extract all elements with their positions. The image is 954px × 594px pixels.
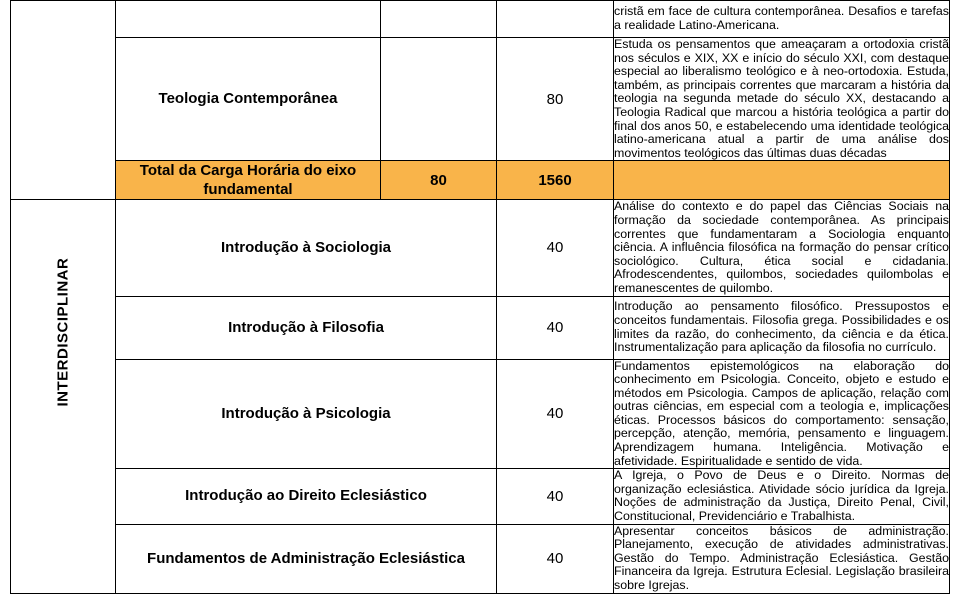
- course-description: Fundamentos epistemológicos na elaboração do conhecimento em Psicologia. Conceito, objeto e estudo e métodos em Psicologia. Campos de aplicação, relação com outras ciências, em especial com a teologia e, implicações éticas. Processos básicos do comportamento: sensação, percepção, atenção, memória, pensamento e linguagem. Aprendizagem humana. Inteligência. Motivação e afetividade. Espiritualidade e sentido de vida.: [614, 358, 949, 468]
- total-label: Total da Carga Horária do eixo fundamental: [116, 161, 381, 200]
- table-row: [11, 200, 950, 296]
- table-row: [11, 38, 950, 161]
- curriculum-table: [10, 0, 950, 594]
- course-hours: 40: [497, 524, 614, 593]
- axis-cell-interdisciplinar: [11, 200, 116, 593]
- course-description: Apresentar conceitos básicos de administração. Planejamento, execução de atividades administrativas. Gestão do Tempo. Administração Eclesiástica. Gestão Financeira da Igreja. Estrutura Eclesial. Legislação brasileira sobre Igrejas.: [614, 523, 949, 592]
- course-name: Introdução ao Direito Eclesiástico: [116, 469, 497, 524]
- axis-cell-fundamental: [11, 1, 116, 200]
- course-hours: 80: [546, 90, 564, 108]
- course-name: Introdução à Psicologia: [116, 359, 497, 469]
- axis-label: INTERDISCIPLINAR: [54, 257, 72, 407]
- course-name: Introdução à Filosofia: [116, 296, 497, 359]
- table-row: [11, 524, 950, 593]
- course-hours: 40: [497, 296, 614, 359]
- total-hours: 1560: [497, 161, 614, 200]
- table-row: [11, 359, 950, 469]
- course-name: Teologia Contemporânea: [158, 90, 338, 108]
- total-description-cell: [614, 161, 950, 200]
- course-description: Análise do contexto e do papel das Ciências Sociais na formação da sociedade contemporânea. As principais correntes que fundamentaram a Sociologia enquanto ciência. A influência filosófica na formação do pensar crítico sociológico. Cultura, ética social e cidadania. Afrodescendentes, quilombos, sociedades quilombolas e remanescentes de quilombo.: [614, 199, 949, 295]
- total-row: [11, 161, 950, 200]
- course-description: Introdução ao pensamento filosófico. Pressupostos e conceitos fundamentais. Filosofia grega. Possibilidades e os limites da razão, do conhecimento, da ciência e da ética. Instrumentalização para aplicação da filosofia no currículo.: [614, 296, 950, 359]
- course-hours: 40: [497, 200, 614, 296]
- course-name: Fundamentos de Administração Eclesiástica: [116, 524, 497, 593]
- table-row: [11, 469, 950, 524]
- course-hours: 40: [497, 359, 614, 469]
- hours-cell: [497, 1, 614, 38]
- table-row: [11, 1, 950, 38]
- course-hours: 40: [497, 469, 614, 524]
- table-row: [11, 296, 950, 359]
- course-name: Introdução à Sociologia: [116, 200, 497, 296]
- credits-cell: [381, 1, 497, 38]
- course-name-cell: [116, 38, 381, 161]
- course-name-cell: [116, 1, 381, 38]
- hours-cell: [497, 38, 614, 161]
- course-description: cristã em face de cultura contemporânea. Desafios e tarefas a realidade Latino-Americana.: [614, 1, 950, 38]
- total-credits: 80: [381, 161, 497, 200]
- course-description: A Igreja, o Povo de Deus e o Direito. Normas de organização eclesiástica. Atividade sócio jurídica da Igreja. Noções de administração da Justiça, Direito Penal, Civil, Constitucional, Previdenciário e Trabalhista.: [614, 468, 949, 524]
- credits-cell: [381, 38, 497, 161]
- course-description: Estuda os pensamentos que ameaçaram a ortodoxia cristã nos séculos e XIX, XX e início do século XXI, com destaque especial ao liberalismo teológico e à neo-ortodoxia. Estuda, também, as principais correntes que marcaram a história da teologia na segunda metade do século XX, destacando a Teologia Radical que marcou a história teológica a partir do final dos anos 50, e estabelecendo uma identidade teológica latino-americana atual a partir de uma análise dos movimentos teológicos das últimas duas décadas: [614, 37, 949, 160]
